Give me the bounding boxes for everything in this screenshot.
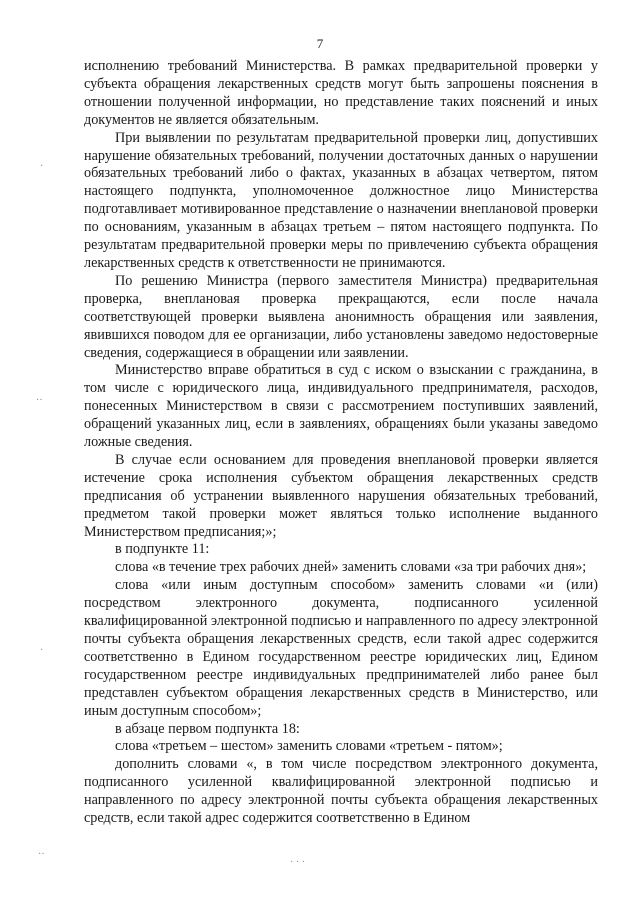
scan-artifact: ·· (38, 849, 45, 860)
paragraph-continuation: исполнению требований Министерства. В рамках предварительной проверки у субъекта обращения лекарственных средств могут быть запрошены пояснения в отношении полученной информации, но представление таких пояснений и иных документов не является обязательным. (84, 58, 598, 128)
paragraph-replace-available-method: слова «или иным доступным способом» заменить словами «и (или) посредством электронного документа, подписанного усиленной квалифицированной электронной подписью и направленного по адресу электронной почты субъекта обращения лекарственных средств, если такой адрес содержится соответственно в Едином государственном реестре юридических лиц, Едином государственном реестре индивидуальных предпринимателей либо ранее был представлен субъектом обращения лекарственных средств в Министерство, или иным доступным способом»; (84, 577, 598, 719)
paragraph-preliminary-check-results: При выявлении по результатам предварительной проверки лиц, допустивших нарушение обязательных требований, получении достаточных данных о нарушении обязательных требований либо о фактах, указанных в абзацах четвертом, пятом настоящего подпункта, уполномоченное должностное лицо Министерства подготавливает мотивированное представление о назначении внеплановой проверки по основаниям, указанным в абзацах третьем – пятом настоящего подпункта. По результатам предварительной проверки меры по привлечению субъекта обращения лекарственных средств к ответственности не принимаются. (84, 129, 598, 271)
paragraph-unscheduled-check: В случае если основанием для проведения внеплановой проверки является истечение срока исполнения субъектом обращения лекарственных средств предписания об устранении выявленного нарушения обязательных требований, предметом такой проверки может являться только исполнение выданного Министерством предписания;»; (84, 451, 598, 540)
paragraph-subitem-11: в подпункте 11: (115, 541, 210, 558)
paragraph-replace-three-days: слова «в течение трех рабочих дней» заменить словами «за три рабочих дня»; (115, 559, 587, 576)
paragraph-subitem-18: в абзаце первом подпункта 18: (115, 720, 300, 737)
scan-artifact: · (40, 161, 44, 172)
paragraph-replace-third-sixth: слова «третьем – шестом» заменить словами «третьем - пятом»; (115, 738, 503, 755)
scan-artifact: · · · (290, 857, 305, 868)
paragraph-court-claim: Министерство вправе обратиться в суд с иском о взыскании с гражданина, в том числе с юридического лица, индивидуального предпринимателя, расходов, понесенных Министерством в связи с рассмотрением поступивших заявлений, обращений указанных лиц, если в заявлениях, обращениях были указаны заведомо ложные сведения. (84, 362, 598, 451)
paragraph-minister-decision: По решению Министра (первого заместителя Министра) предварительная проверка, внеплановая проверка прекращаются, если после начала соответствующей проверки выявлена анонимность обращения или заявления, явившихся поводом для ее организации, либо установлены заведомо недостоверные сведения, содержащиеся в обращении или заявлении. (84, 272, 598, 361)
paragraph-supplement-words: дополнить словами «, в том числе посредством электронного документа, подписанного усиленной квалифицированной электронной подписью и направленного по адресу электронной почты субъекта обращения лекарственных средств, если такой адрес содержится соответственно в Едином (84, 756, 598, 827)
scan-artifact: ·· (36, 395, 43, 406)
scan-artifact: · (40, 645, 44, 656)
document-body (84, 58, 598, 828)
page-number: 7 (316, 36, 324, 51)
